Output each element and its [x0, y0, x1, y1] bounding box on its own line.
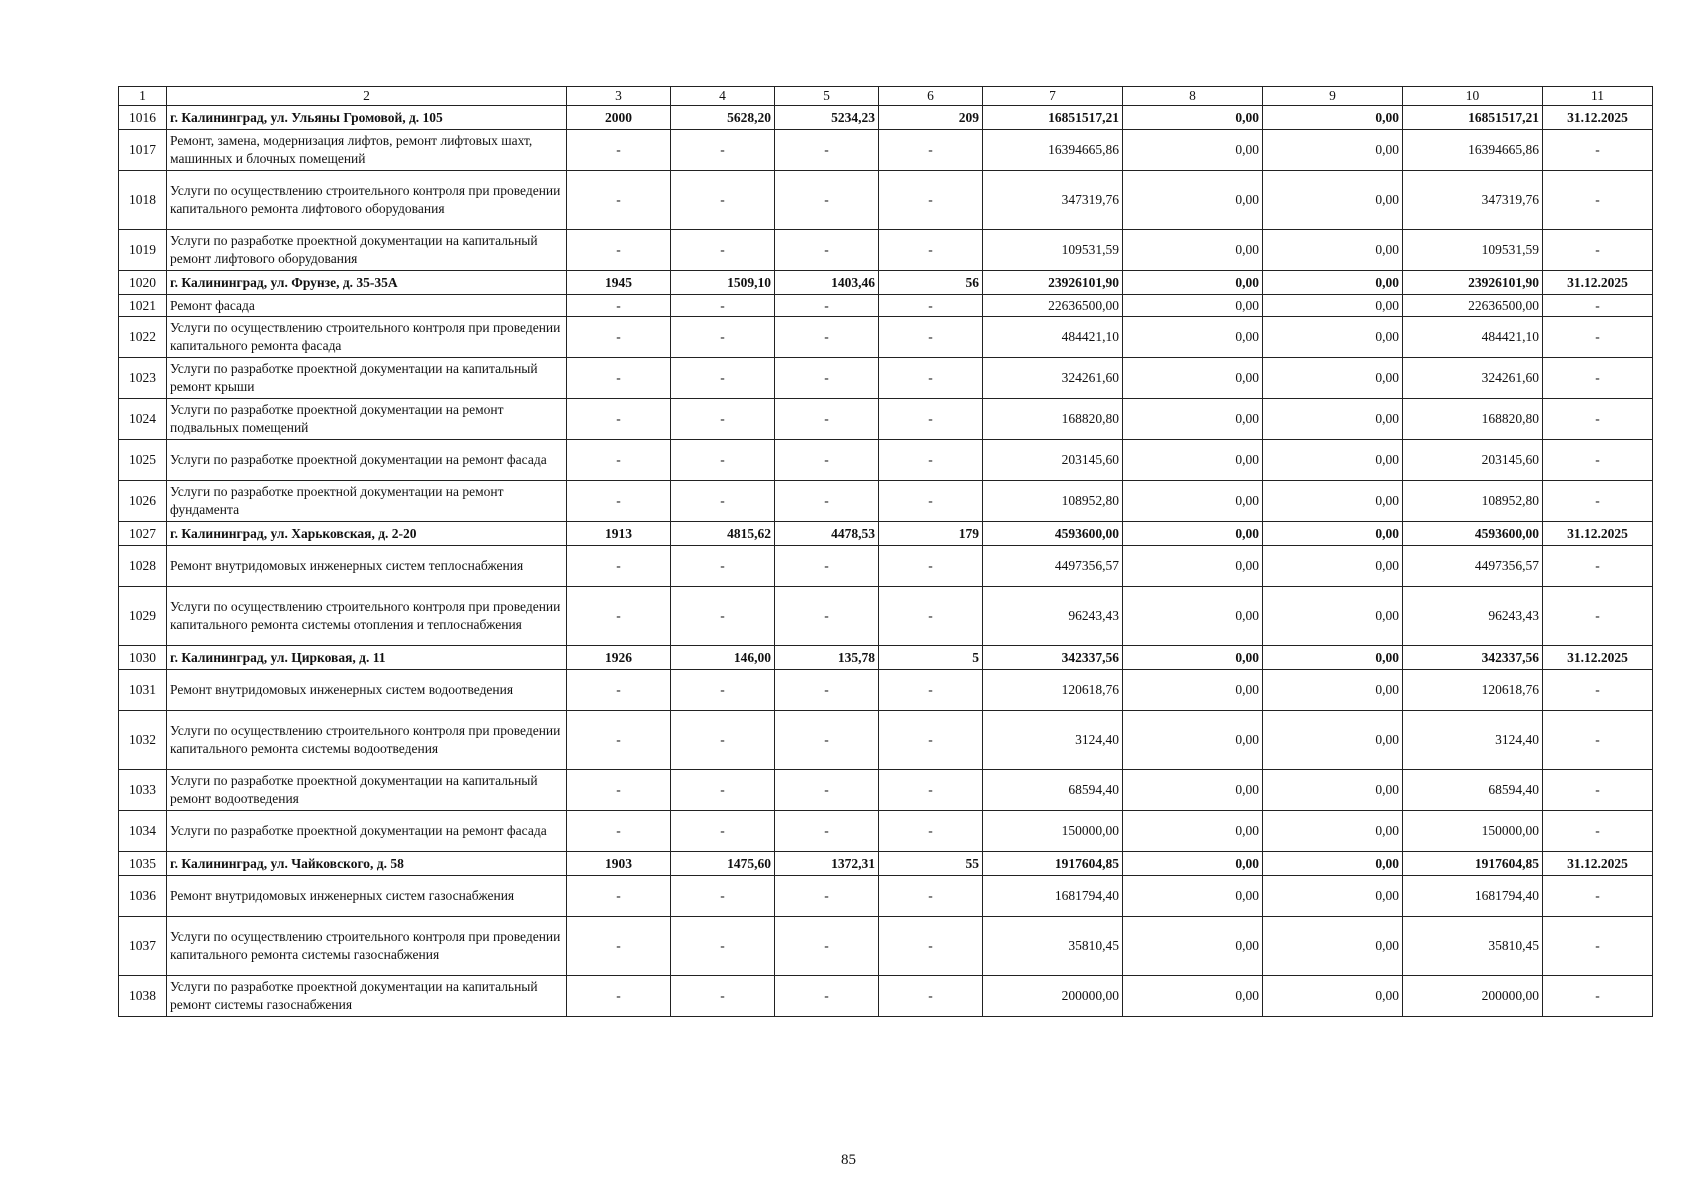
col-9: 0,00	[1263, 358, 1403, 399]
col-11: -	[1543, 230, 1653, 271]
col-6: -	[879, 546, 983, 587]
row-number: 1033	[119, 770, 167, 811]
work-name: Услуги по осуществлению строительного контроля при проведении капитального ремонта фасада	[167, 317, 567, 358]
col-10: 35810,45	[1403, 917, 1543, 976]
col-11: -	[1543, 317, 1653, 358]
col-5: 4478,53	[775, 522, 879, 546]
column-number-1: 1	[119, 87, 167, 106]
col-6: -	[879, 358, 983, 399]
col-10: 3124,40	[1403, 711, 1543, 770]
col-7: 16394665,86	[983, 130, 1123, 171]
col-3: 1913	[567, 522, 671, 546]
col-4: -	[671, 230, 775, 271]
column-number-5: 5	[775, 87, 879, 106]
col-3: -	[567, 130, 671, 171]
col-7: 200000,00	[983, 976, 1123, 1017]
page-number: 85	[841, 1152, 856, 1168]
work-row	[119, 587, 1653, 646]
col-7: 4593600,00	[983, 522, 1123, 546]
col-8: 0,00	[1123, 106, 1263, 130]
row-number: 1028	[119, 546, 167, 587]
column-number-11: 11	[1543, 87, 1653, 106]
work-row	[119, 711, 1653, 770]
col-4: 1509,10	[671, 271, 775, 295]
col-8: 0,00	[1123, 646, 1263, 670]
column-number-7: 7	[983, 87, 1123, 106]
col-10: 200000,00	[1403, 976, 1543, 1017]
col-8: 0,00	[1123, 481, 1263, 522]
col-3: 1945	[567, 271, 671, 295]
col-5: 5234,23	[775, 106, 879, 130]
col-8: 0,00	[1123, 317, 1263, 358]
col-9: 0,00	[1263, 811, 1403, 852]
row-number: 1027	[119, 522, 167, 546]
col-3: -	[567, 670, 671, 711]
col-7: 35810,45	[983, 917, 1123, 976]
col-11: -	[1543, 670, 1653, 711]
col-7: 109531,59	[983, 230, 1123, 271]
work-name: Услуги по разработке проектной документации на капитальный ремонт крыши	[167, 358, 567, 399]
col-5: -	[775, 917, 879, 976]
col-3: 1926	[567, 646, 671, 670]
col-8: 0,00	[1123, 171, 1263, 230]
col-7: 342337,56	[983, 646, 1123, 670]
col-11: -	[1543, 876, 1653, 917]
col-9: 0,00	[1263, 295, 1403, 317]
col-8: 0,00	[1123, 876, 1263, 917]
col-3: -	[567, 295, 671, 317]
column-number-10: 10	[1403, 87, 1543, 106]
col-8: 0,00	[1123, 711, 1263, 770]
col-7: 16851517,21	[983, 106, 1123, 130]
col-10: 484421,10	[1403, 317, 1543, 358]
col-6: 55	[879, 852, 983, 876]
col-7: 68594,40	[983, 770, 1123, 811]
col-10: 324261,60	[1403, 358, 1543, 399]
work-row	[119, 130, 1653, 171]
col-8: 0,00	[1123, 130, 1263, 171]
col-4: -	[671, 171, 775, 230]
work-row	[119, 358, 1653, 399]
work-name: Услуги по разработке проектной документации на капитальный ремонт водоотведения	[167, 770, 567, 811]
col-7: 23926101,90	[983, 271, 1123, 295]
col-9: 0,00	[1263, 917, 1403, 976]
col-5: -	[775, 876, 879, 917]
col-6: -	[879, 230, 983, 271]
col-11: -	[1543, 358, 1653, 399]
row-number: 1026	[119, 481, 167, 522]
work-name: Услуги по разработке проектной документации на капитальный ремонт лифтового оборудования	[167, 230, 567, 271]
work-row	[119, 811, 1653, 852]
work-name: Услуги по осуществлению строительного контроля при проведении капитального ремонта лифтового оборудования	[167, 171, 567, 230]
col-8: 0,00	[1123, 399, 1263, 440]
work-name: Услуги по разработке проектной документации на капитальный ремонт системы газоснабжения	[167, 976, 567, 1017]
col-9: 0,00	[1263, 230, 1403, 271]
col-9: 0,00	[1263, 106, 1403, 130]
work-row	[119, 317, 1653, 358]
col-8: 0,00	[1123, 587, 1263, 646]
table-body	[119, 87, 1653, 1017]
col-10: 96243,43	[1403, 587, 1543, 646]
row-number: 1036	[119, 876, 167, 917]
col-3: -	[567, 811, 671, 852]
row-number: 1037	[119, 917, 167, 976]
work-name: Услуги по осуществлению строительного контроля при проведении капитального ремонта системы газоснабжения	[167, 917, 567, 976]
col-6: -	[879, 670, 983, 711]
work-name: Услуги по разработке проектной документации на ремонт фасада	[167, 440, 567, 481]
work-row	[119, 976, 1653, 1017]
col-10: 4497356,57	[1403, 546, 1543, 587]
col-4: -	[671, 876, 775, 917]
col-7: 347319,76	[983, 171, 1123, 230]
address-row	[119, 271, 1653, 295]
col-7: 1917604,85	[983, 852, 1123, 876]
col-3: -	[567, 440, 671, 481]
col-9: 0,00	[1263, 271, 1403, 295]
row-number: 1023	[119, 358, 167, 399]
col-10: 4593600,00	[1403, 522, 1543, 546]
work-name: Услуги по разработке проектной документации на ремонт подвальных помещений	[167, 399, 567, 440]
row-number: 1019	[119, 230, 167, 271]
column-number-9: 9	[1263, 87, 1403, 106]
work-row	[119, 770, 1653, 811]
col-5: -	[775, 171, 879, 230]
col-3: 2000	[567, 106, 671, 130]
col-3: -	[567, 317, 671, 358]
col-9: 0,00	[1263, 481, 1403, 522]
work-name: г. Калининград, ул. Чайковского, д. 58	[167, 852, 567, 876]
col-7: 168820,80	[983, 399, 1123, 440]
col-4: -	[671, 317, 775, 358]
work-row	[119, 399, 1653, 440]
col-9: 0,00	[1263, 130, 1403, 171]
col-3: -	[567, 546, 671, 587]
col-8: 0,00	[1123, 230, 1263, 271]
col-10: 108952,80	[1403, 481, 1543, 522]
work-name: Ремонт внутридомовых инженерных систем газоснабжения	[167, 876, 567, 917]
col-8: 0,00	[1123, 917, 1263, 976]
col-10: 168820,80	[1403, 399, 1543, 440]
col-9: 0,00	[1263, 522, 1403, 546]
col-6: -	[879, 976, 983, 1017]
row-number: 1038	[119, 976, 167, 1017]
col-6: -	[879, 481, 983, 522]
col-7: 96243,43	[983, 587, 1123, 646]
col-10: 1681794,40	[1403, 876, 1543, 917]
col-5: 1372,31	[775, 852, 879, 876]
col-7: 22636500,00	[983, 295, 1123, 317]
col-7: 203145,60	[983, 440, 1123, 481]
col-11: -	[1543, 399, 1653, 440]
col-8: 0,00	[1123, 440, 1263, 481]
col-3: -	[567, 876, 671, 917]
col-10: 68594,40	[1403, 770, 1543, 811]
work-name: Ремонт внутридомовых инженерных систем теплоснабжения	[167, 546, 567, 587]
col-3: -	[567, 230, 671, 271]
col-10: 203145,60	[1403, 440, 1543, 481]
col-8: 0,00	[1123, 522, 1263, 546]
col-11: -	[1543, 171, 1653, 230]
col-11: 31.12.2025	[1543, 106, 1653, 130]
col-3: -	[567, 587, 671, 646]
col-11: -	[1543, 481, 1653, 522]
col-6: -	[879, 811, 983, 852]
col-7: 108952,80	[983, 481, 1123, 522]
col-8: 0,00	[1123, 670, 1263, 711]
col-11: -	[1543, 976, 1653, 1017]
col-8: 0,00	[1123, 271, 1263, 295]
col-10: 120618,76	[1403, 670, 1543, 711]
row-number: 1035	[119, 852, 167, 876]
col-9: 0,00	[1263, 711, 1403, 770]
work-name: г. Калининград, ул. Ульяны Громовой, д. 105	[167, 106, 567, 130]
col-3: 1903	[567, 852, 671, 876]
col-10: 22636500,00	[1403, 295, 1543, 317]
row-number: 1034	[119, 811, 167, 852]
col-4: -	[671, 546, 775, 587]
work-row	[119, 876, 1653, 917]
col-5: -	[775, 587, 879, 646]
col-11: 31.12.2025	[1543, 852, 1653, 876]
col-6: 179	[879, 522, 983, 546]
col-5: -	[775, 317, 879, 358]
col-8: 0,00	[1123, 295, 1263, 317]
col-11: -	[1543, 770, 1653, 811]
column-number-2: 2	[167, 87, 567, 106]
col-4: -	[671, 587, 775, 646]
col-10: 347319,76	[1403, 171, 1543, 230]
col-7: 484421,10	[983, 317, 1123, 358]
col-9: 0,00	[1263, 171, 1403, 230]
col-9: 0,00	[1263, 770, 1403, 811]
address-row	[119, 106, 1653, 130]
col-8: 0,00	[1123, 976, 1263, 1017]
col-6: -	[879, 171, 983, 230]
col-4: 1475,60	[671, 852, 775, 876]
col-4: -	[671, 917, 775, 976]
col-5: -	[775, 546, 879, 587]
col-7: 150000,00	[983, 811, 1123, 852]
work-row	[119, 917, 1653, 976]
work-name: Услуги по осуществлению строительного контроля при проведении капитального ремонта системы отопления и теплоснабжения	[167, 587, 567, 646]
col-5: 135,78	[775, 646, 879, 670]
col-11: -	[1543, 711, 1653, 770]
col-4: -	[671, 811, 775, 852]
col-6: -	[879, 711, 983, 770]
col-8: 0,00	[1123, 770, 1263, 811]
col-4: 5628,20	[671, 106, 775, 130]
col-11: -	[1543, 295, 1653, 317]
row-number: 1024	[119, 399, 167, 440]
col-3: -	[567, 171, 671, 230]
col-5: -	[775, 976, 879, 1017]
col-4: -	[671, 481, 775, 522]
col-5: -	[775, 358, 879, 399]
col-11: 31.12.2025	[1543, 646, 1653, 670]
col-11: -	[1543, 587, 1653, 646]
col-11: -	[1543, 130, 1653, 171]
address-row	[119, 522, 1653, 546]
col-5: -	[775, 770, 879, 811]
col-3: -	[567, 917, 671, 976]
work-row	[119, 546, 1653, 587]
col-9: 0,00	[1263, 399, 1403, 440]
col-6: -	[879, 917, 983, 976]
row-number: 1021	[119, 295, 167, 317]
col-5: -	[775, 670, 879, 711]
col-10: 16394665,86	[1403, 130, 1543, 171]
col-11: -	[1543, 917, 1653, 976]
col-3: -	[567, 399, 671, 440]
col-9: 0,00	[1263, 646, 1403, 670]
col-11: 31.12.2025	[1543, 271, 1653, 295]
col-3: -	[567, 976, 671, 1017]
row-number: 1016	[119, 106, 167, 130]
col-11: 31.12.2025	[1543, 522, 1653, 546]
col-6: 209	[879, 106, 983, 130]
col-9: 0,00	[1263, 440, 1403, 481]
work-name: Ремонт фасада	[167, 295, 567, 317]
column-number-3: 3	[567, 87, 671, 106]
col-3: -	[567, 358, 671, 399]
work-name: Услуги по разработке проектной документации на ремонт фасада	[167, 811, 567, 852]
col-5: -	[775, 481, 879, 522]
col-3: -	[567, 481, 671, 522]
col-9: 0,00	[1263, 670, 1403, 711]
col-11: -	[1543, 546, 1653, 587]
row-number: 1020	[119, 271, 167, 295]
work-row	[119, 481, 1653, 522]
works-table	[118, 86, 1653, 1017]
work-row	[119, 171, 1653, 230]
col-10: 150000,00	[1403, 811, 1543, 852]
column-number-6: 6	[879, 87, 983, 106]
col-6: -	[879, 770, 983, 811]
work-row	[119, 230, 1653, 271]
col-4: -	[671, 711, 775, 770]
col-6: -	[879, 399, 983, 440]
col-10: 16851517,21	[1403, 106, 1543, 130]
col-4: -	[671, 670, 775, 711]
col-10: 1917604,85	[1403, 852, 1543, 876]
col-6: -	[879, 130, 983, 171]
col-4: 4815,62	[671, 522, 775, 546]
row-number: 1025	[119, 440, 167, 481]
col-4: 146,00	[671, 646, 775, 670]
work-row	[119, 670, 1653, 711]
col-3: -	[567, 770, 671, 811]
header-row	[119, 87, 1653, 106]
column-number-4: 4	[671, 87, 775, 106]
col-8: 0,00	[1123, 811, 1263, 852]
col-3: -	[567, 711, 671, 770]
col-4: -	[671, 976, 775, 1017]
work-name: Ремонт, замена, модернизация лифтов, ремонт лифтовых шахт, машинных и блочных помещений	[167, 130, 567, 171]
col-4: -	[671, 295, 775, 317]
col-9: 0,00	[1263, 976, 1403, 1017]
col-6: -	[879, 440, 983, 481]
col-5: -	[775, 711, 879, 770]
work-row	[119, 440, 1653, 481]
work-name: Услуги по осуществлению строительного контроля при проведении капитального ремонта системы водоотведения	[167, 711, 567, 770]
work-row	[119, 295, 1653, 317]
col-5: -	[775, 811, 879, 852]
col-8: 0,00	[1123, 358, 1263, 399]
col-7: 1681794,40	[983, 876, 1123, 917]
work-name: г. Калининград, ул. Цирковая, д. 11	[167, 646, 567, 670]
address-row	[119, 852, 1653, 876]
col-9: 0,00	[1263, 317, 1403, 358]
col-5: -	[775, 399, 879, 440]
col-8: 0,00	[1123, 852, 1263, 876]
col-9: 0,00	[1263, 587, 1403, 646]
col-5: 1403,46	[775, 271, 879, 295]
col-11: -	[1543, 811, 1653, 852]
col-10: 342337,56	[1403, 646, 1543, 670]
col-5: -	[775, 295, 879, 317]
col-10: 109531,59	[1403, 230, 1543, 271]
address-row	[119, 646, 1653, 670]
col-6: 5	[879, 646, 983, 670]
row-number: 1030	[119, 646, 167, 670]
col-6: -	[879, 587, 983, 646]
row-number: 1029	[119, 587, 167, 646]
row-number: 1032	[119, 711, 167, 770]
col-6: -	[879, 295, 983, 317]
col-4: -	[671, 358, 775, 399]
row-number: 1031	[119, 670, 167, 711]
work-name: г. Калининград, ул. Харьковская, д. 2-20	[167, 522, 567, 546]
row-number: 1022	[119, 317, 167, 358]
col-6: -	[879, 317, 983, 358]
col-5: -	[775, 440, 879, 481]
col-6: 56	[879, 271, 983, 295]
col-4: -	[671, 399, 775, 440]
work-name: Ремонт внутридомовых инженерных систем водоотведения	[167, 670, 567, 711]
col-7: 3124,40	[983, 711, 1123, 770]
col-5: -	[775, 130, 879, 171]
col-9: 0,00	[1263, 852, 1403, 876]
col-10: 23926101,90	[1403, 271, 1543, 295]
col-4: -	[671, 770, 775, 811]
col-7: 324261,60	[983, 358, 1123, 399]
work-name: г. Калининград, ул. Фрунзе, д. 35-35А	[167, 271, 567, 295]
col-8: 0,00	[1123, 546, 1263, 587]
col-11: -	[1543, 440, 1653, 481]
col-9: 0,00	[1263, 876, 1403, 917]
col-7: 4497356,57	[983, 546, 1123, 587]
col-5: -	[775, 230, 879, 271]
col-4: -	[671, 440, 775, 481]
row-number: 1018	[119, 171, 167, 230]
column-number-8: 8	[1123, 87, 1263, 106]
col-4: -	[671, 130, 775, 171]
row-number: 1017	[119, 130, 167, 171]
col-7: 120618,76	[983, 670, 1123, 711]
col-6: -	[879, 876, 983, 917]
work-name: Услуги по разработке проектной документации на ремонт фундамента	[167, 481, 567, 522]
col-9: 0,00	[1263, 546, 1403, 587]
